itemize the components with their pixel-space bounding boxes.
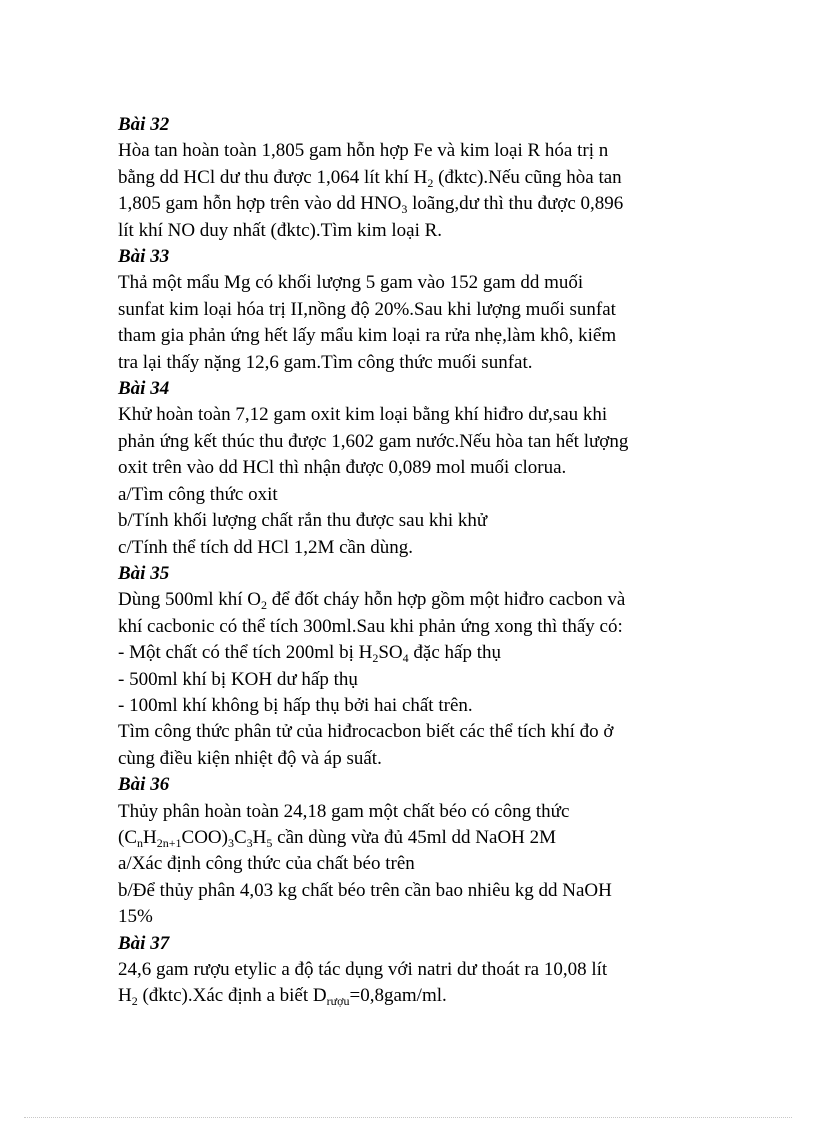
problem-text-line: a/Xác định công thức của chất béo trên [118, 853, 415, 875]
problem-text-line: $(C_nH_{2n+1}COO)_3C_3H_5$ cần dùng vừa đủ 45ml dd NaOH 2M [118, 826, 557, 850]
problem-title: Bài 36 [118, 774, 170, 796]
problem-title: Bài 32 [118, 114, 170, 135]
problem-text-line: Dùng 500ml khí $O_2$ để đốt cháy hỗn hợp gồm một hiđro cacbon và [118, 589, 626, 613]
problem-text-line: $H_2$ (đktc).Xác định a biết $D_{rượu}=0,8gam/ml$. [118, 985, 447, 1009]
problem-text-line: 1,805 gam hỗn hợp trên vào dd $HNO_3$ loãng,dư thì thu được 0,896 [118, 193, 624, 217]
problem-text-line: - Một chất có thể tích 200ml bị $H_2SO_4$ đặc hấp thụ [118, 642, 501, 666]
problem-title: Bài 33 [118, 246, 170, 268]
problem-title: Bài 37 [118, 932, 170, 954]
problem-text-line: - 100ml khí không bị hấp thụ bởi hai chất trên. [118, 694, 473, 716]
problem-title: Bài 35 [118, 562, 170, 584]
problem-text-line: lít khí NO duy nhất (đktc).Tìm kim loại R. [118, 219, 443, 241]
problem-text-line: tra lại thấy nặng 12,6 gam.Tìm công thức muối sunfat. [118, 351, 533, 373]
problem-text-line: Tìm công thức phân tử của hiđrocacbon biết các thể tích khí đo ở [118, 721, 614, 743]
problem-text-line: tham gia phản ứng hết lấy mẩu kim loại ra rửa nhẹ,làm khô, kiểm [118, 325, 617, 347]
document-page [118, 112, 708, 1010]
problem-text-line: oxit trên vào dd HCl thì nhận được 0,089 mol muối clorua. [118, 457, 567, 479]
problem-text-line: b/Tính khối lượng chất rắn thu được sau khi khử [118, 510, 488, 532]
problem-32 [118, 112, 708, 244]
problem-34 [118, 376, 708, 561]
problem-text-line: khí cacbonic có thể tích 300ml.Sau khi phản ứng xong thì thấy có: [118, 615, 623, 637]
problem-text-line: 15% [118, 906, 153, 928]
problem-37 [118, 931, 708, 1010]
problem-text-line: Khử hoàn toàn 7,12 gam oxit kim loại bằng khí hiđro dư,sau khi [118, 404, 608, 426]
problem-text-line: sunfat kim loại hóa trị II,nồng độ 20%.Sau khi lượng muối sunfat [118, 298, 616, 320]
problem-text-line: cùng điều kiện nhiệt độ và áp suất. [118, 747, 382, 769]
problem-text-line: - 500ml khí bị KOH dư hấp thụ [118, 668, 358, 690]
problem-33 [118, 244, 708, 376]
problem-35 [118, 561, 708, 772]
problem-text-line: phản ứng kết thúc thu được 1,602 gam nước.Nếu hòa tan hết lượng [118, 430, 629, 452]
problem-text-line: Hòa tan hoàn toàn 1,805 gam hỗn hợp Fe và kim loại R hóa trị n [118, 140, 609, 162]
problem-title: Bài 34 [118, 378, 170, 400]
problem-text-line: a/Tìm công thức oxit [118, 483, 278, 505]
problem-text-line: bằng dd HCl dư thu được 1,064 lít khí $H_2$ (đktc).Nếu cũng hòa tan [118, 166, 622, 190]
problem-text-line: Thả một mẩu Mg có khối lượng 5 gam vào 152 gam dd muối [118, 272, 584, 294]
problem-36 [118, 772, 708, 930]
problem-text-line: Thủy phân hoàn toàn 24,18 gam một chất béo có công thức [118, 800, 570, 822]
footer-divider [24, 1117, 792, 1118]
problem-text-line: b/Để thủy phân 4,03 kg chất béo trên cần bao nhiêu kg dd NaOH [118, 879, 612, 901]
problem-text-line: 24,6 gam rượu etylic a độ tác dụng với natri dư thoát ra 10,08 lít [118, 959, 608, 980]
problem-text-line: c/Tính thể tích dd HCl 1,2M cần dùng. [118, 536, 413, 558]
